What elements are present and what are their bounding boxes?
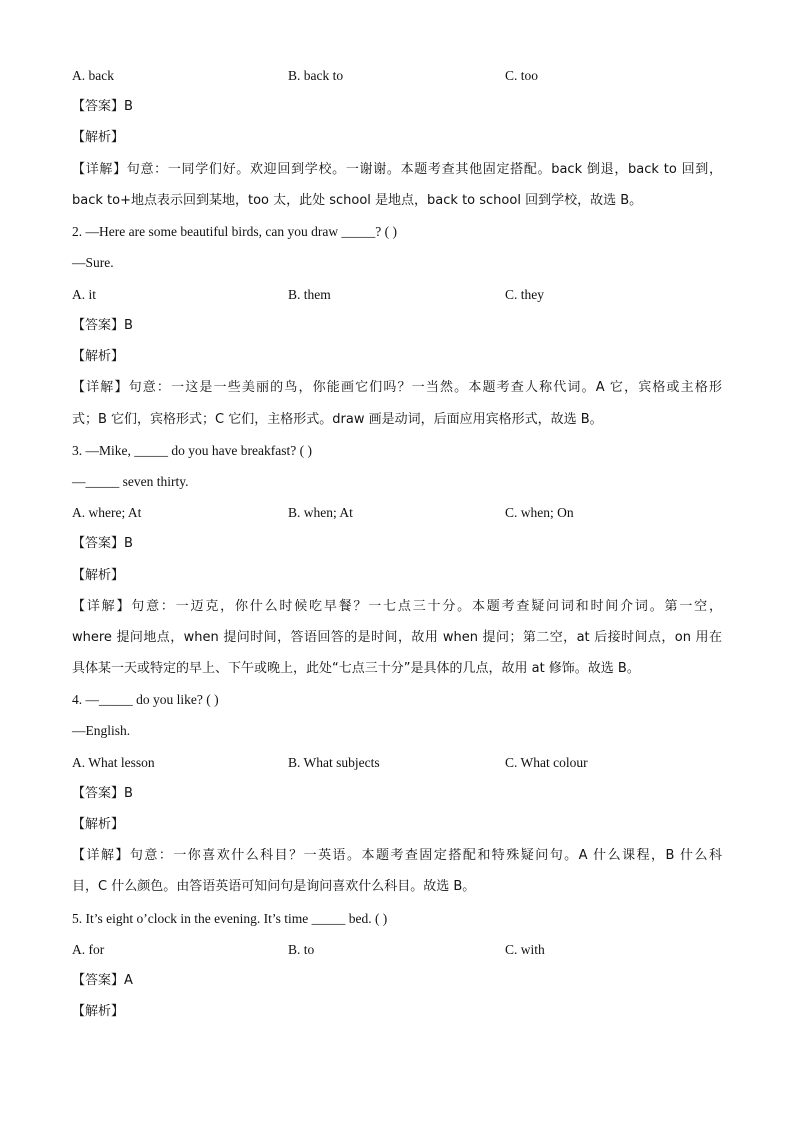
q5-option-c: C. with bbox=[505, 942, 545, 957]
q1-detail-line-2: back to+地点表示回到某地，too 太，此处 school 是地点，back to school 回到学校，故选 B。 bbox=[72, 193, 643, 208]
q4-stem: 4. —_____ do you like? ( ) bbox=[72, 692, 219, 707]
q5-option-b: B. to bbox=[288, 942, 315, 957]
q1-option-a: A. back bbox=[72, 68, 114, 83]
q3-stem: 3. —Mike, _____ do you have breakfast? ( ) bbox=[72, 443, 312, 458]
q3-answer: 【答案】B bbox=[72, 536, 133, 551]
q2-analysis-label: 【解析】 bbox=[72, 349, 125, 364]
q3-detail-line-1: 【详解】句意：一迈克，你什么时候吃早餐？一七点三十分。本题考查疑问词和时间介词。第一空， bbox=[72, 599, 722, 614]
q3-detail-line-2: where 提问地点，when 提问时间，答语回答的是时间，故用 when 提问；第二空，at 后接时间点，on 用在 bbox=[72, 630, 722, 645]
q4-detail-line-1: 【详解】句意：一你喜欢什么科目？一英语。本题考查固定搭配和特殊疑问句。A 什么课程，B 什么科 bbox=[72, 848, 722, 863]
q1-option-b: B. back to bbox=[288, 68, 344, 83]
q3-analysis-label: 【解析】 bbox=[72, 568, 125, 583]
q4-answer: 【答案】B bbox=[72, 786, 133, 801]
q4-detail-line-2: 目，C 什么颜色。由答语英语可知问句是询问喜欢什么科目。故选 B。 bbox=[72, 879, 476, 894]
q2-reply: —Sure. bbox=[72, 255, 114, 270]
q2-option-c: C. they bbox=[505, 287, 544, 302]
q1-answer: 【答案】B bbox=[72, 99, 133, 114]
q3-reply: —_____ seven thirty. bbox=[72, 474, 189, 489]
q3-option-a: A. where; At bbox=[72, 505, 142, 520]
q1-option-c: C. too bbox=[505, 68, 539, 83]
q4-option-a: A. What lesson bbox=[72, 755, 155, 770]
q4-option-c: C. What colour bbox=[505, 755, 588, 770]
q2-detail-line-1: 【详解】句意：一这是一些美丽的鸟，你能画它们吗？一当然。本题考查人称代词。A 它，宾格或主格形 bbox=[72, 380, 722, 395]
q2-option-a: A. it bbox=[72, 287, 97, 302]
q4-option-b: B. What subjects bbox=[288, 755, 380, 770]
q5-stem: 5. It’s eight o’clock in the evening. It’s time _____ bed. ( ) bbox=[72, 911, 388, 926]
q2-option-b: B. them bbox=[288, 287, 331, 302]
q4-analysis-label: 【解析】 bbox=[72, 817, 125, 832]
q3-option-c: C. when; On bbox=[505, 505, 574, 520]
q5-option-a: A. for bbox=[72, 942, 105, 957]
q2-detail-line-2: 式；B 它们，宾格形式；C 它们，主格形式。draw 画是动词，后面应用宾格形式，故选 B。 bbox=[72, 412, 603, 427]
q5-answer: 【答案】A bbox=[72, 973, 133, 988]
q3-option-b: B. when; At bbox=[288, 505, 353, 520]
q2-stem: 2. —Here are some beautiful birds, can you draw _____? ( ) bbox=[72, 224, 398, 239]
q1-analysis-label: 【解析】 bbox=[72, 130, 125, 145]
q1-detail-line-1: 【详解】句意：一同学们好。欢迎回到学校。一谢谢。本题考查其他固定搭配。back 倒退，back to 回到， bbox=[72, 162, 722, 177]
q2-answer: 【答案】B bbox=[72, 318, 133, 333]
q3-detail-line-3: 具体某一天或特定的早上、下午或晚上，此处“七点三十分”是具体的几点，故用 at 修饰。故选 B。 bbox=[72, 661, 640, 676]
q4-reply: —English. bbox=[72, 723, 131, 738]
q5-analysis-label: 【解析】 bbox=[72, 1004, 125, 1019]
